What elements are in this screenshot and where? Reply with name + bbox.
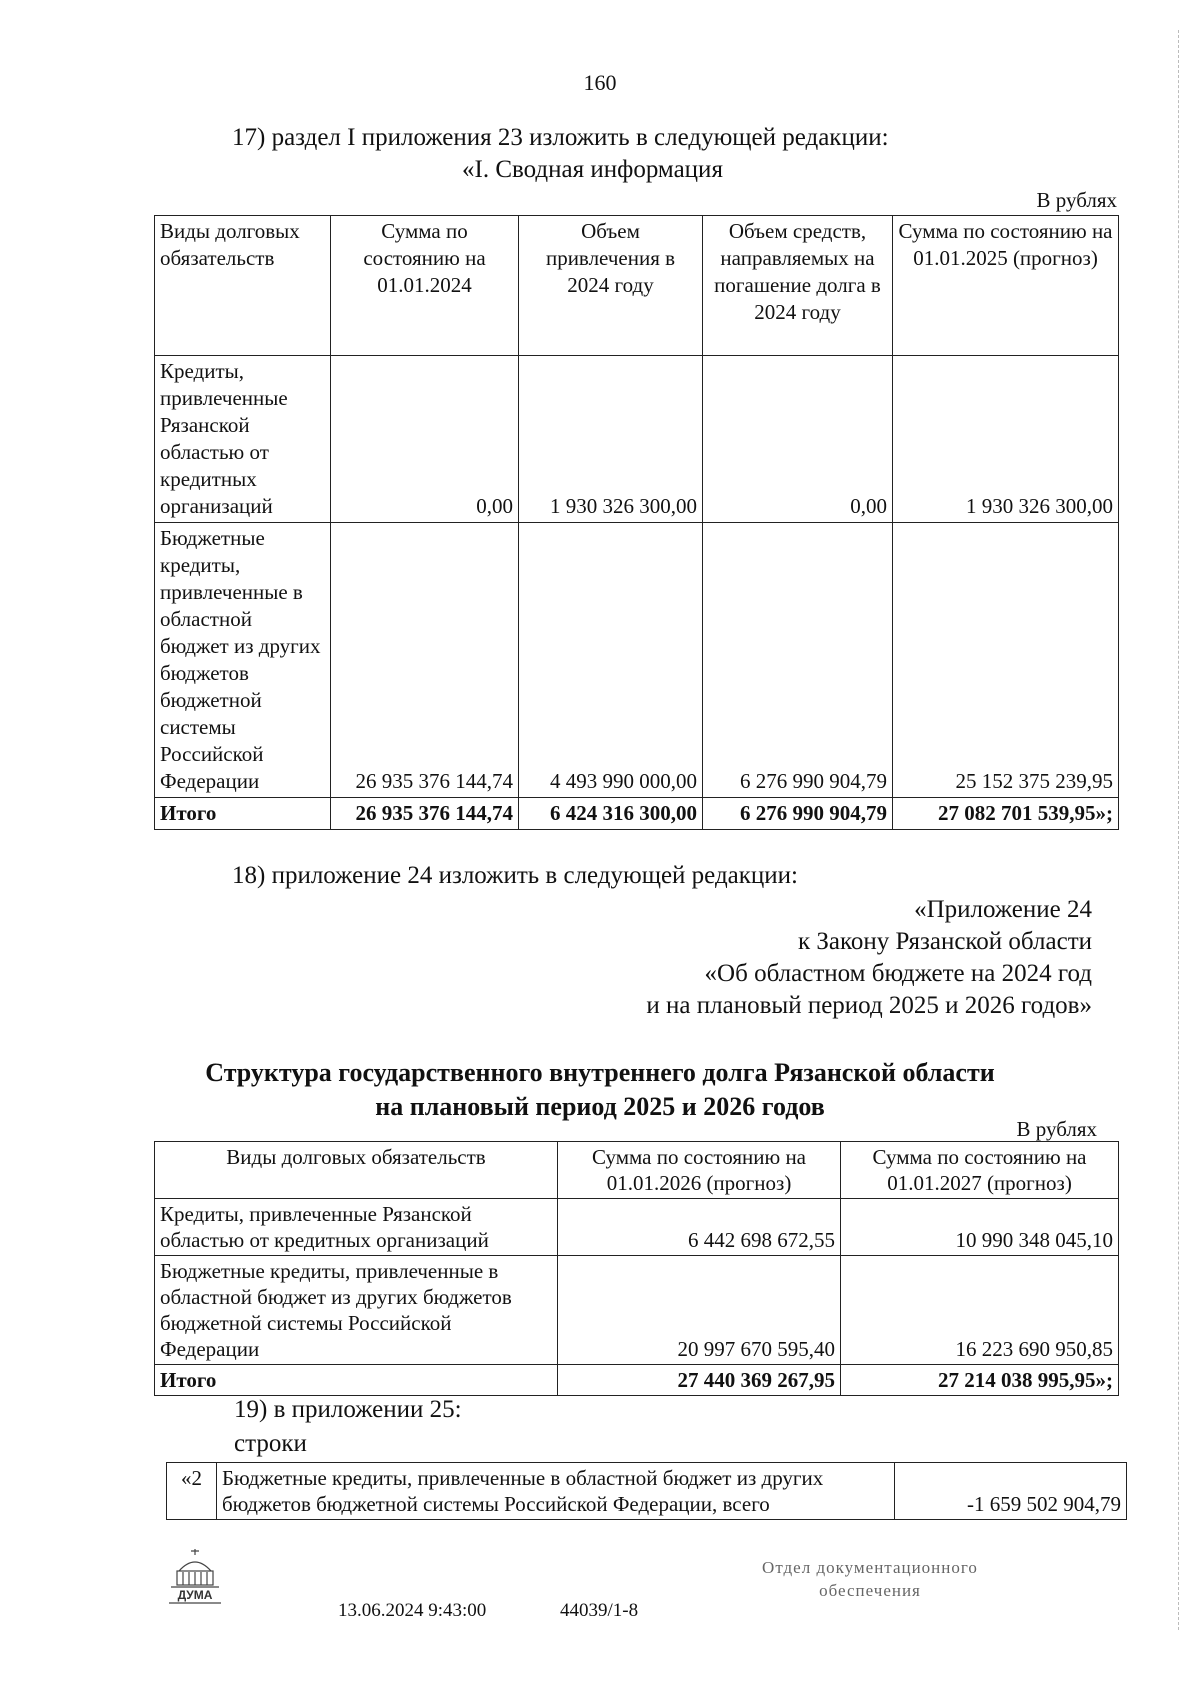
table-row — [155, 523, 1119, 798]
appendix25-row-table — [166, 1462, 1127, 1520]
column-header: Объем средств, направляемых на погашение долга в 2024 году — [703, 216, 893, 356]
appendix-line: и на плановый период 2025 и 2026 годов» — [646, 992, 1092, 1019]
column-header: Сумма по состоянию на 01.01.2024 — [331, 216, 519, 356]
cell-value: 4 493 990 000,00 — [519, 523, 703, 798]
table2-unit: В рублях — [1016, 1117, 1097, 1141]
total-value: 27 082 701 539,95»; — [893, 798, 1119, 830]
row-number: «2 — [167, 1463, 217, 1520]
column-header: Сумма по состоянию на 01.01.2027 (прогноз) — [841, 1142, 1119, 1199]
summary-debt-table — [154, 215, 1119, 830]
structure-debt-table — [154, 1141, 1119, 1396]
column-header: Сумма по состоянию на 01.01.2025 (прогноз) — [893, 216, 1119, 356]
item17-subheading: «I. Сводная информация — [462, 156, 723, 183]
row-label: Бюджетные кредиты, привлеченные в областной бюджет из других бюджетов бюджетной системы Российской Федерации — [155, 1256, 558, 1365]
table1-unit: В рублях — [1036, 188, 1117, 212]
cell-value: 10 990 348 045,10 — [841, 1199, 1119, 1256]
table-row — [155, 1199, 1119, 1256]
cell-value: 6 276 990 904,79 — [703, 523, 893, 798]
logo-text: ДУМА — [177, 1588, 213, 1602]
column-header: Объем привлечения в 2024 году — [519, 216, 703, 356]
cell-value: 20 997 670 595,40 — [558, 1256, 841, 1365]
cell-value: 25 152 375 239,95 — [893, 523, 1119, 798]
table-header-row — [155, 216, 1119, 356]
table-row — [155, 356, 1119, 523]
cell-value: 0,00 — [331, 356, 519, 523]
row-label: Кредиты, привлеченные Рязанской областью от кредитных организаций — [155, 1199, 558, 1256]
total-value: 26 935 376 144,74 — [331, 798, 519, 830]
stamp-line: обеспечения — [819, 1581, 921, 1600]
table-total-row — [155, 798, 1119, 830]
cell-value: -1 659 502 904,79 — [895, 1463, 1127, 1520]
item17-heading: 17) раздел I приложения 23 изложить в следующей редакции: — [232, 124, 889, 151]
row-label: Бюджетные кредиты, привлеченные в областной бюджет из других бюджетов бюджетной системы Российской Федерации — [155, 523, 331, 798]
appendix-line: к Закону Рязанской области — [798, 928, 1092, 955]
table-header-row — [155, 1142, 1119, 1199]
column-header: Сумма по состоянию на 01.01.2026 (прогноз) — [558, 1142, 841, 1199]
row-label: Кредиты, привлеченные Рязанской областью от кредитных организаций — [155, 356, 331, 523]
total-value: 6 276 990 904,79 — [703, 798, 893, 830]
cell-value: 1 930 326 300,00 — [519, 356, 703, 523]
table-row — [155, 1256, 1119, 1365]
total-label: Итого — [155, 1365, 558, 1396]
scan-edge-marks — [1178, 30, 1195, 1630]
table-total-row — [155, 1365, 1119, 1396]
footer-doc-id: 44039/1-8 — [560, 1600, 639, 1621]
column-header: Виды долговых обязательств — [155, 1142, 558, 1199]
appendix-line: «Приложение 24 — [914, 896, 1092, 923]
cell-value: 1 930 326 300,00 — [893, 356, 1119, 523]
duma-logo — [165, 1545, 225, 1607]
page-number: 160 — [583, 70, 617, 95]
cell-value: 0,00 — [703, 356, 893, 523]
cell-value: 6 442 698 672,55 — [558, 1199, 841, 1256]
total-value: 27 440 369 267,95 — [558, 1365, 841, 1396]
structure-subtitle: на плановый период 2025 и 2026 годов — [375, 1092, 825, 1121]
footer-timestamp: 13.06.2024 9:43:00 — [338, 1600, 487, 1621]
stamp-line: Отдел документационного — [762, 1558, 978, 1577]
row-label: Бюджетные кредиты, привлеченные в областной бюджет из других бюджетов бюджетной системы Российской Федерации, всего — [217, 1463, 895, 1520]
item18-heading: 18) приложение 24 изложить в следующей редакции: — [232, 862, 798, 889]
total-value: 6 424 316 300,00 — [519, 798, 703, 830]
column-header: Виды долговых обязательств — [155, 216, 331, 356]
item19-subheading: строки — [234, 1430, 307, 1457]
structure-title: Структура государственного внутреннего долга Рязанской области — [205, 1058, 995, 1087]
table-row — [167, 1463, 1127, 1520]
cell-value: 16 223 690 950,85 — [841, 1256, 1119, 1365]
item19-heading: 19) в приложении 25: — [234, 1396, 462, 1423]
cell-value: 26 935 376 144,74 — [331, 523, 519, 798]
total-value: 27 214 038 995,95»; — [841, 1365, 1119, 1396]
total-label: Итого — [155, 798, 331, 830]
appendix-line: «Об областном бюджете на 2024 год — [704, 960, 1092, 987]
